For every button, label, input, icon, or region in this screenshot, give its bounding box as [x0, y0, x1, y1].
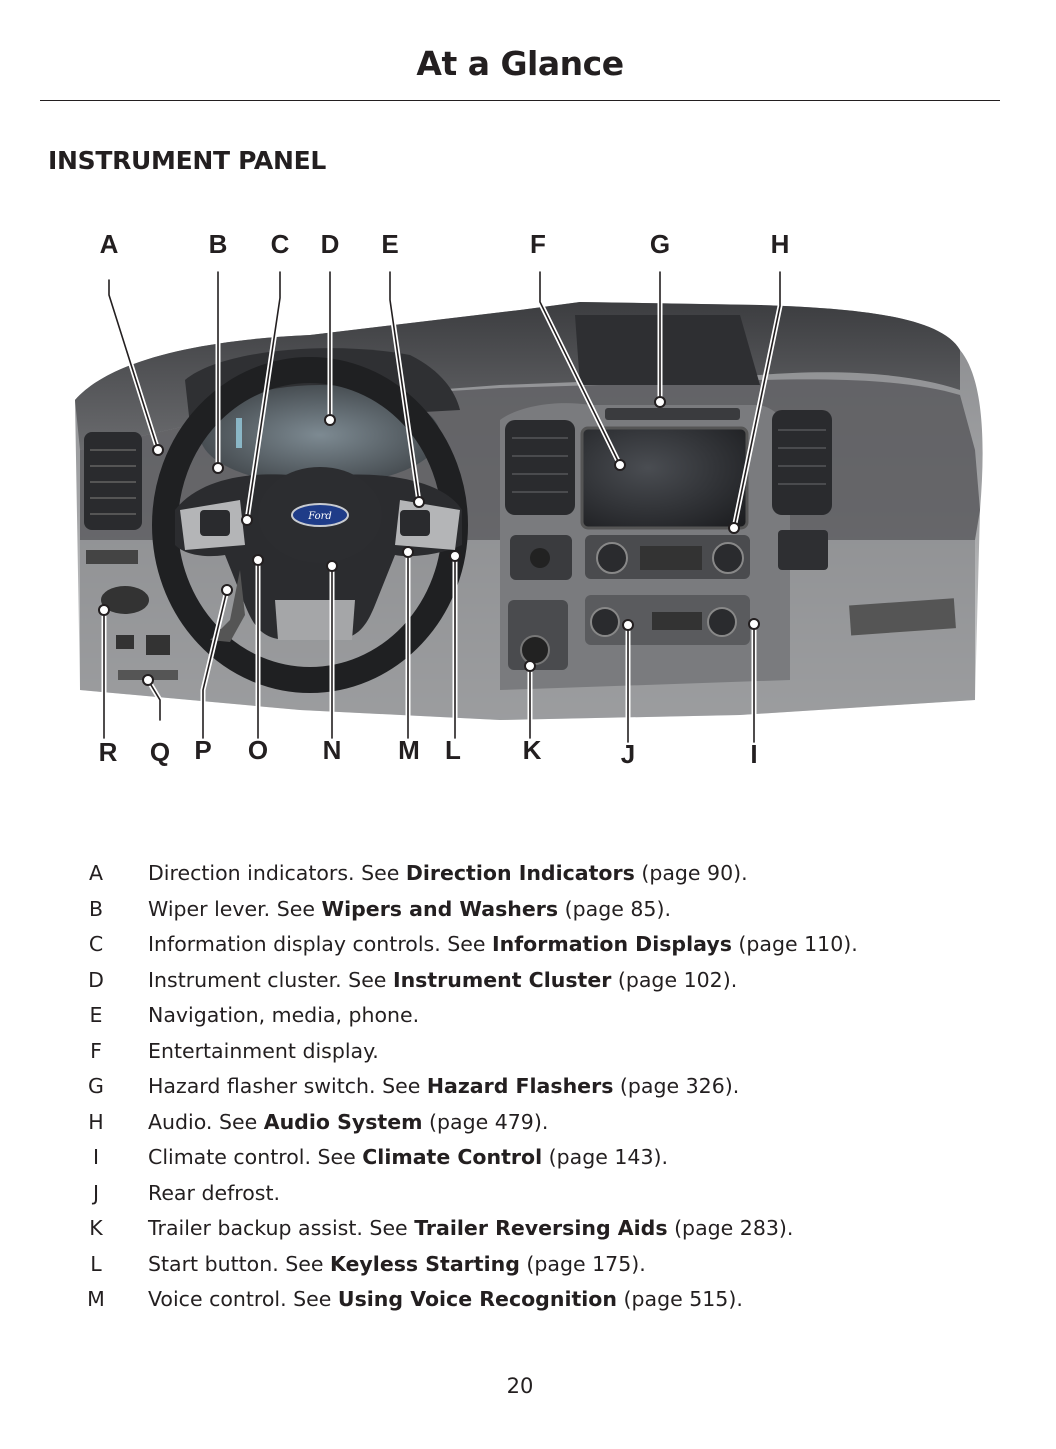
legend-description	[148, 1069, 739, 1105]
legend-description	[148, 892, 671, 928]
legend-text: Hazard flasher switch. See	[148, 1074, 427, 1098]
callout-n: N	[322, 735, 342, 765]
legend-item-a	[0, 856, 1056, 892]
legend-item-c	[0, 927, 1056, 963]
legend-letter: M	[87, 1287, 105, 1311]
legend-item-e	[0, 998, 1056, 1034]
legend-item-i	[0, 1140, 1056, 1176]
legend-letter: E	[89, 1003, 103, 1027]
legend-text: Instrument cluster. See	[148, 967, 393, 992]
legend-letter: L	[90, 1251, 102, 1276]
legend-reference: Audio System	[263, 1109, 423, 1134]
callout-legend	[0, 856, 1056, 1318]
legend-item-f	[0, 1034, 1056, 1070]
legend-description	[148, 1176, 280, 1212]
callout-k: K	[522, 735, 542, 765]
legend-text: Start button. See	[148, 1251, 330, 1276]
legend-description	[148, 1034, 379, 1070]
legend-page: (page 90).	[634, 861, 748, 885]
callout-p: P	[194, 735, 212, 765]
legend-text: Audio. See	[148, 1109, 264, 1134]
legend-reference: Trailer Reversing Aids	[414, 1216, 668, 1240]
legend-text: Climate control. See	[148, 1145, 363, 1169]
callout-e: E	[381, 229, 399, 259]
callout-h: H	[770, 229, 790, 259]
legend-description	[148, 963, 737, 999]
legend-description	[148, 998, 419, 1034]
title-divider	[40, 100, 1000, 101]
legend-page: (page 515).	[616, 1287, 743, 1311]
legend-reference: Instrument Cluster	[392, 967, 612, 992]
callout-j: J	[620, 739, 636, 769]
legend-letter: I	[92, 1145, 100, 1169]
legend-page: (page 479).	[422, 1109, 549, 1134]
legend-letter: F	[90, 1038, 102, 1063]
legend-item-k	[0, 1211, 1056, 1247]
legend-page: (page 102).	[611, 967, 738, 992]
callout-o: O	[247, 735, 269, 765]
legend-page: (page 283).	[667, 1216, 794, 1240]
legend-page: (page 85).	[558, 896, 671, 921]
legend-description	[148, 1105, 548, 1141]
legend-text: Information display controls. See	[148, 932, 493, 956]
legend-letter: H	[88, 1109, 104, 1134]
legend-page: (page 110).	[731, 932, 858, 956]
callout-l: L	[445, 735, 461, 765]
legend-description	[148, 856, 748, 892]
legend-reference: Climate Control	[362, 1145, 543, 1169]
legend-reference: Hazard Flashers	[426, 1074, 614, 1098]
legend-reference: Using Voice Recognition	[337, 1287, 617, 1311]
legend-item-d	[0, 963, 1056, 999]
legend-reference: Direction Indicators	[405, 861, 635, 885]
legend-description	[148, 1282, 743, 1318]
legend-page: (page 326).	[613, 1074, 740, 1098]
legend-letter: C	[88, 932, 104, 956]
legend-reference: Wipers and Washers	[321, 896, 559, 921]
callout-r: R	[98, 737, 118, 767]
legend-item-l	[0, 1247, 1056, 1283]
legend-letter: J	[92, 1180, 100, 1205]
legend-letter: A	[88, 861, 104, 885]
ford-logo-text: Ford	[308, 511, 332, 522]
legend-text: Voice control. See	[148, 1287, 338, 1311]
legend-text: Direction indicators. See	[148, 861, 406, 885]
instrument-panel-illustration	[0, 210, 1056, 800]
legend-text: Wiper lever. See	[148, 896, 322, 921]
legend-description	[148, 927, 858, 963]
legend-reference: Keyless Starting	[330, 1251, 520, 1276]
legend-text: Navigation, media, phone.	[148, 1003, 420, 1027]
section-heading: INSTRUMENT PANEL	[48, 146, 326, 175]
legend-letter: G	[88, 1074, 104, 1098]
callout-d: D	[320, 229, 340, 259]
legend-text: Trailer backup assist. See	[148, 1216, 415, 1240]
callout-q: Q	[149, 737, 171, 767]
callout-m: M	[398, 735, 420, 765]
legend-item-h	[0, 1105, 1056, 1141]
legend-description	[148, 1211, 793, 1247]
legend-letter: D	[88, 967, 104, 992]
page-title: At a Glance	[416, 44, 624, 83]
legend-item-b	[0, 892, 1056, 928]
legend-letter: K	[89, 1216, 103, 1240]
legend-text: Entertainment display.	[148, 1038, 379, 1063]
legend-reference: Information Displays	[492, 932, 732, 956]
legend-item-j	[0, 1176, 1056, 1212]
callout-g: G	[649, 229, 671, 259]
legend-description	[148, 1140, 668, 1176]
legend-page: (page 143).	[542, 1145, 669, 1169]
callout-a: A	[99, 229, 119, 259]
callout-c: C	[270, 229, 290, 259]
legend-letter: B	[88, 896, 104, 921]
instrument-panel-figure	[0, 210, 1056, 800]
callout-b: B	[208, 229, 228, 259]
callout-i: I	[750, 739, 758, 769]
legend-text: Rear defrost.	[148, 1180, 281, 1205]
legend-page: (page 175).	[519, 1251, 646, 1276]
legend-description	[148, 1247, 646, 1283]
legend-item-g	[0, 1069, 1056, 1105]
page-number: 20	[506, 1374, 534, 1398]
legend-item-m	[0, 1282, 1056, 1318]
callout-f: F	[530, 229, 546, 259]
